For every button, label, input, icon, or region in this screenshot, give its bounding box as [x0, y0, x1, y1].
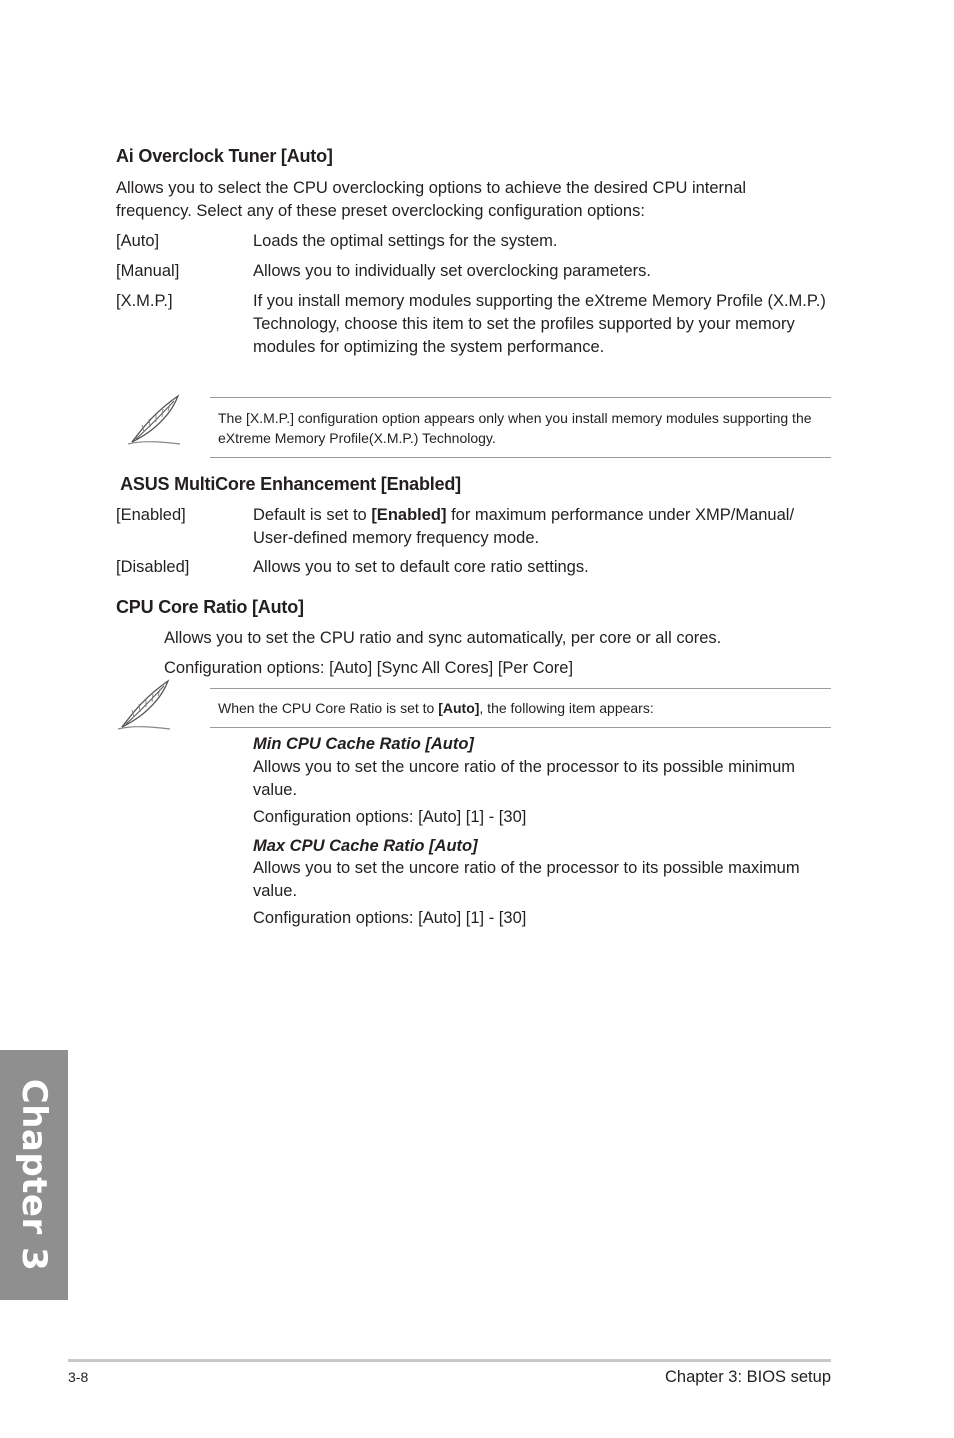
section-desc: Allows you to set the CPU ratio and sync automatically, per core or all cores. [164, 629, 722, 647]
option-key: [Manual] [116, 262, 180, 280]
note-text: When the CPU Core Ratio is set to [Auto], the following item appears: [218, 700, 654, 716]
option-key: [Enabled] [116, 506, 186, 524]
feather-pen-icon [124, 392, 184, 448]
section-title-cpu-core-ratio: CPU Core Ratio [Auto] [116, 597, 304, 617]
note-divider [210, 397, 831, 398]
chapter-tab-label: Chapter 3 [14, 1078, 54, 1272]
sub-item-title: Max CPU Cache Ratio [Auto] [253, 837, 478, 855]
option-desc: Allows you to set to default core ratio settings. [253, 558, 589, 576]
note-divider [210, 727, 831, 728]
footer-divider [68, 1359, 831, 1362]
option-desc: Default is set to [Enabled] for maximum performance under XMP/Manual/ User-defined memory frequency mode. [253, 506, 795, 547]
option-key: [Auto] [116, 232, 160, 250]
sub-item-desc: Allows you to set the uncore ratio of the processor to its possible minimum value. [253, 758, 795, 799]
option-desc: Allows you to individually set overclocking parameters. [253, 262, 652, 280]
sub-item-title: Min CPU Cache Ratio [Auto] [253, 735, 474, 753]
sub-item-config: Configuration options: [Auto] [1] - [30] [253, 909, 527, 927]
section-title-ai-overclock-tuner: Ai Overclock Tuner [Auto] [116, 146, 333, 166]
note-divider [210, 457, 831, 458]
section-intro: Allows you to select the CPU overclocking options to achieve the desired CPU internal frequency. Select any of these preset overclocking configuration options: [116, 179, 747, 220]
note-divider [210, 688, 831, 689]
note-text: The [X.M.P.] configuration option appears only when you install memory modules supporting the eXtreme Memory Profile(X.M.P.) Technology. [218, 410, 812, 446]
footer-chapter-title: Chapter 3: BIOS setup [664, 1368, 831, 1386]
sub-item-desc: Allows you to set the uncore ratio of the processor to its possible maximum value. [253, 859, 800, 900]
config-options: Configuration options: [Auto] [Sync All Cores] [Per Core] [164, 659, 574, 677]
feather-pen-icon [114, 677, 174, 733]
option-key: [X.M.P.] [116, 292, 173, 310]
option-key: [Disabled] [116, 558, 190, 576]
page-number: 3-8 [68, 1369, 89, 1385]
sub-item-config: Configuration options: [Auto] [1] - [30] [253, 808, 527, 826]
option-desc: Loads the optimal settings for the system. [253, 232, 558, 250]
option-desc: If you install memory modules supporting the eXtreme Memory Profile (X.M.P.) Technology, choose this item to set the profiles supported by your memory modules for optimizing the system performance. [253, 292, 826, 356]
section-title-multicore-enhancement: ASUS MultiCore Enhancement [Enabled] [116, 474, 461, 494]
chapter-side-tab [0, 1050, 68, 1300]
